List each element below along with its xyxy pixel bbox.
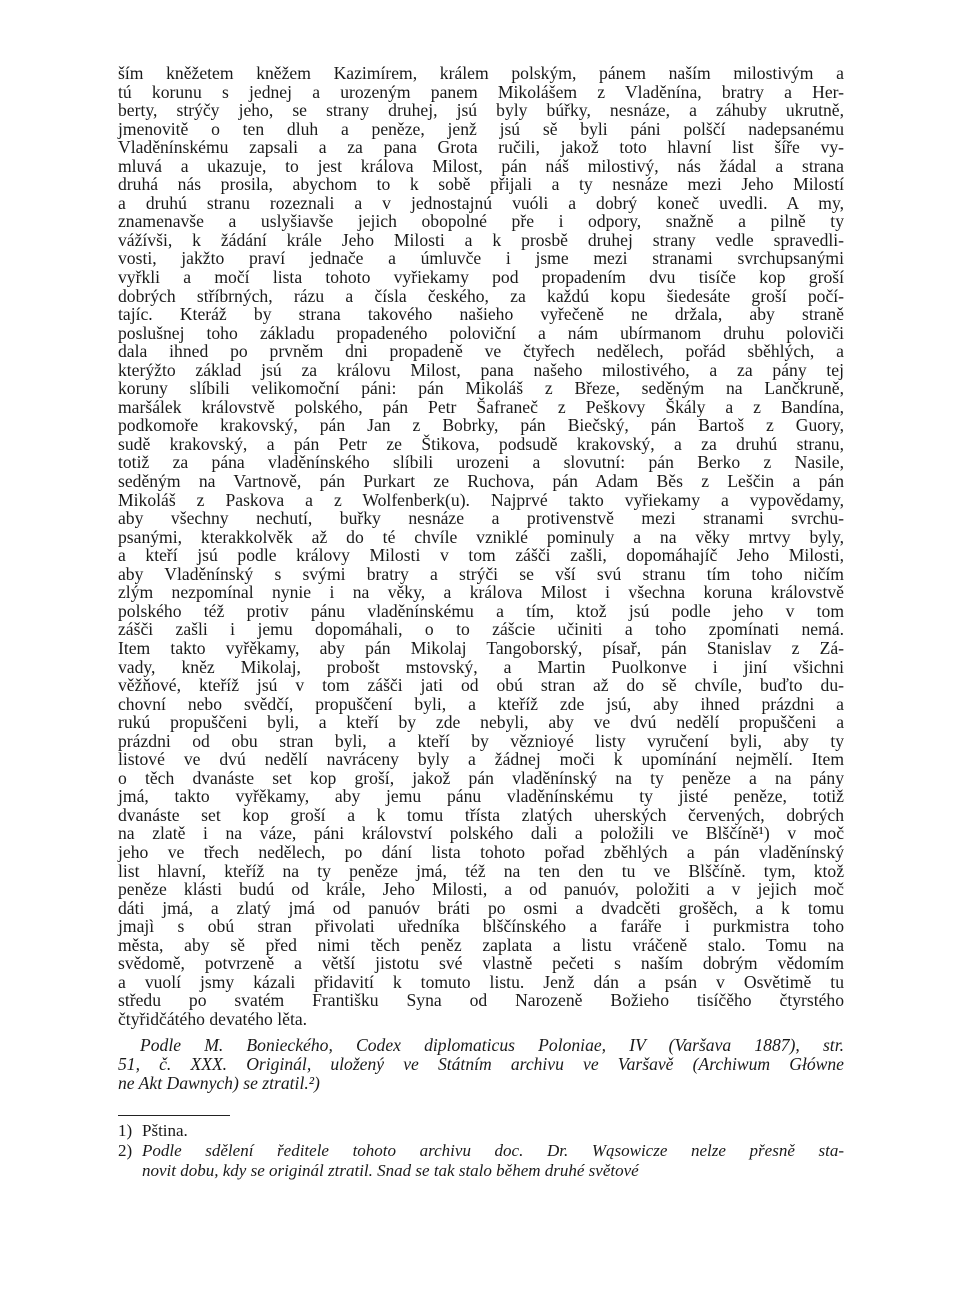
text-line: berty, strýčy jeho, se strany druhej, jsú byly búřky, nesnáze, a záhuby ukrutně, [118,100,844,121]
text-line: věžňové, kteříž jsú v tom zášči jati od obú stran až do sě chvíle, buďto du- [118,675,844,696]
text-line: prázdni od obu stran byli, a kteří by věznioyé listy vyručení byli, aby ty [118,730,844,751]
text-line: zlým nezpomínal nynie i na věky, a králova Milost i všechna koruna královstvě [118,582,844,603]
text-line: jmá, takto vyřěkamy, aby jemu pánu vladěnínskému ty jisté peněze, totiž [118,786,844,807]
footnote-1 [118,1121,844,1141]
text-line: vosti, jakžto praví jednače a úmluvče i jsme mezi stranami svrchupsanými [118,248,844,269]
text-line: vady, kněz Mikolaj, probošt mstovský, a Martin Puolkonve i jiní všichni [118,656,844,677]
footnote-2-line-2: novit dobu, kdy se originál ztratil. Snad se tak stalo během druhé světové [142,1160,639,1180]
text-line: seděným na Vartnově, pán Purkart ze Ruchova, pán Adam Běs z Leščin a pán [118,471,844,492]
text-line: Vladěnínskému zapsali a za pana Grota ručili, jakož toto hlavní list šíře vy- [118,137,844,158]
text-line: vyřkli a močí lista tohoto vyřiekamy pod propadením dvu tisíče kop groší [118,267,844,288]
text-line: dvanáste set kop groší a k tomu třísta zlatých uherských červených, dobrých [118,804,844,825]
text-line: podkomoře krakovský, pán Jan z Bobrky, pán Biečský, pán Bartoš z Guory, [118,415,844,436]
text-line: psanými, kterakkolvěk až do té chvíle vzniklé pominuly a na věky mrtvy byly, [118,526,844,547]
text-line: znamenavše a uslyšiavše jejich obopolné pře i odpory, snažně a pilně ty [118,211,844,232]
text-line: rukú propuščeni byli, a kteří by zde nebyli, aby ve dvú nedělí propuščeni a [118,712,844,733]
text-line: tajíc. Kteráž by strana takového našieho vyřečeně ne držala, aby straně [118,304,844,325]
text-line: poslušnej toho základu propadeného poloviční a nám ubírmanom druhu poloviči [118,322,844,343]
text-line: listové ve dvú nedělí navráceny byly a žádnej moči k upomínání nejmělí. Item [118,749,844,770]
text-line: města, aby sě před nimi těch peněz zaplata a listu vráčeně stalo. Tomu na [118,934,844,955]
text-line: Item takto vyřěkamy, aby pán Mikolaj Tangoborský, písař, pán Stanislav z Zá- [118,637,844,658]
text-line: dala ihned po prvněm dni propadeně ve čtyřech nedělech, pořád sběhlých, a [118,341,844,362]
text-line: koruny slíbili velikomoční páni: pán Mikoláš z Březe, seděným na Lančkruně, [118,378,844,399]
footnote-1-text: Pština. [142,1120,188,1140]
text-line: jeho ve třech nedělech, po dání lista tohoto pořad zběhlých a pán vladěnínský [118,841,844,862]
text-line: zášči zašli i jemu dopomáhali, o to zášcie učiniti a toho zpomínati nemá. [118,619,844,640]
footnote-separator [118,1115,230,1116]
main-text [118,64,844,1028]
text-line: jmenovitě o ten dluh a peněze, jenž jsú sě byli páni polščí nadepsanému [118,118,844,139]
text-line: aby všechny nechutí, buřky nesnáze a protivenstvě mezi stranami svrchu- [118,508,844,529]
footnote-2-line-1 [118,1141,844,1161]
text-line: polského též protiv pánu vladěnínskému a tím, ktož jsú podle jeho v tom [118,600,844,621]
text-line: mluvá a ukazuje, to jest králova Milost, pán náš milostivý, nás žádal a strana [118,155,844,176]
text-line: peněze klásti budú od krále, Jeho Milosti, a od panuóv, položiti a v jejich moč [118,879,844,900]
text-line: vážívši, k žádání krále Jeho Milosti a k prosbě druhej strany vedle spravedli- [118,229,844,250]
source-line: 51, č. XXX. Originál, uložený ve Státním archivu ve Varšavě (Archiwum Główne [118,1054,844,1075]
text-line: svědomě, potvrzeně a větší jistotu své vlastně pečeti s naším dobrým vědomím [118,953,844,974]
text-line: dáti jmá, a zlatý jmá od panuóv bráti po osmi a dvadcěti grošěch, a k tomu [118,897,844,918]
text-line: středu po svatém Františku Syna od Narozeně Božieho tisíčěho čtyrstého [118,990,844,1011]
text-line: a kteří jsú podle královy Milosti v tom zášči zašli, dopomáhajíč Jeho Milosti, [118,545,844,566]
text-line: dobrých stříbrných, rázu a čísla českého, za každú kopu šiedesáte groší počí- [118,285,844,306]
footnote-2-marker: 2) [118,1140,133,1160]
text-line: jmajì s obú stran přivolati uředníka blščínského a faráře i purkmistra toho [118,916,844,937]
text-line: druhá nás prosila, abychom to k sobě přijali a ty nesnáze mezi Jeho Milostí [118,174,844,195]
text-line: tú korunu s jednej a urozeným panem Mikolášem z Vladěnína, bratry a Her- [118,81,844,102]
text-line: o těch dvanáste set kop groší, jakož pán vladěnínský na ty peněze a na pány [118,767,844,788]
text-line: ším kněžetem kněžem Kazimírem, králem polským, pánem naším milostivým a [118,63,844,83]
footnote-2-text-1: Podle sdělení ředitele tohoto archivu doc. Dr. Wąsowicze nelze přesně sta- [142,1140,844,1160]
footnotes [118,1121,844,1181]
footnote-1-marker: 1) [118,1120,133,1140]
text-line: Mikoláš z Paskova a z Wolfenberk(u). Najprvé takto vyřiekamy a vypovědamy, [118,489,844,510]
text-line: a vuolí jsmy kázali přidavití k tomuto listu. Jenž dán a psán v Osvětimě tu [118,971,844,992]
text-line: kterýžto základ jsú za královu Milost, pana našeho milostivého, a za pány tej [118,359,844,380]
document-page [118,64,844,1181]
text-line: totiž za pána vladěnínského slíbili urozeni a slovutní: pán Berko z Nasile, [118,452,844,473]
source-line: ne Akt Dawnych) se ztratil.²) [118,1073,320,1094]
text-line: sudě krakovský, a pán Petr ze Štikova, podsudě krakovský, a za druhú stranu, [118,433,844,454]
text-line: list hlavní, kteříž na ty peněze jmá, též na ten den tu ve Blščíně. tym, ktož [118,860,844,881]
text-line: čtyřidčátého devatého lěta. [118,1008,308,1029]
source-line: Podle M. Bonieckého, Codex diplomaticus Poloniae, IV (Varšava 1887), str. [140,1035,844,1056]
text-line: chovní nebo svědčí, propuščení byli, a kteříž zde jsú, aby ihned prázdni a [118,693,844,714]
text-line: aby Vladěnínský s svými bratry a strýči se vší svú stranu tím toho ničím [118,563,844,584]
text-line: maršálek královstvě polského, pán Petr Šafraneč z Peškovy Škály a z Bandína, [118,396,844,417]
text-line: na zlatě i na váze, páni království polského dali a položili ve Blščíně¹) v moč [118,823,844,844]
source-note [118,1036,844,1092]
text-line: a druhú stranu rozeznali a v jednostajnú vuóli a dobrý koneč uvedli. A my, [118,192,844,213]
